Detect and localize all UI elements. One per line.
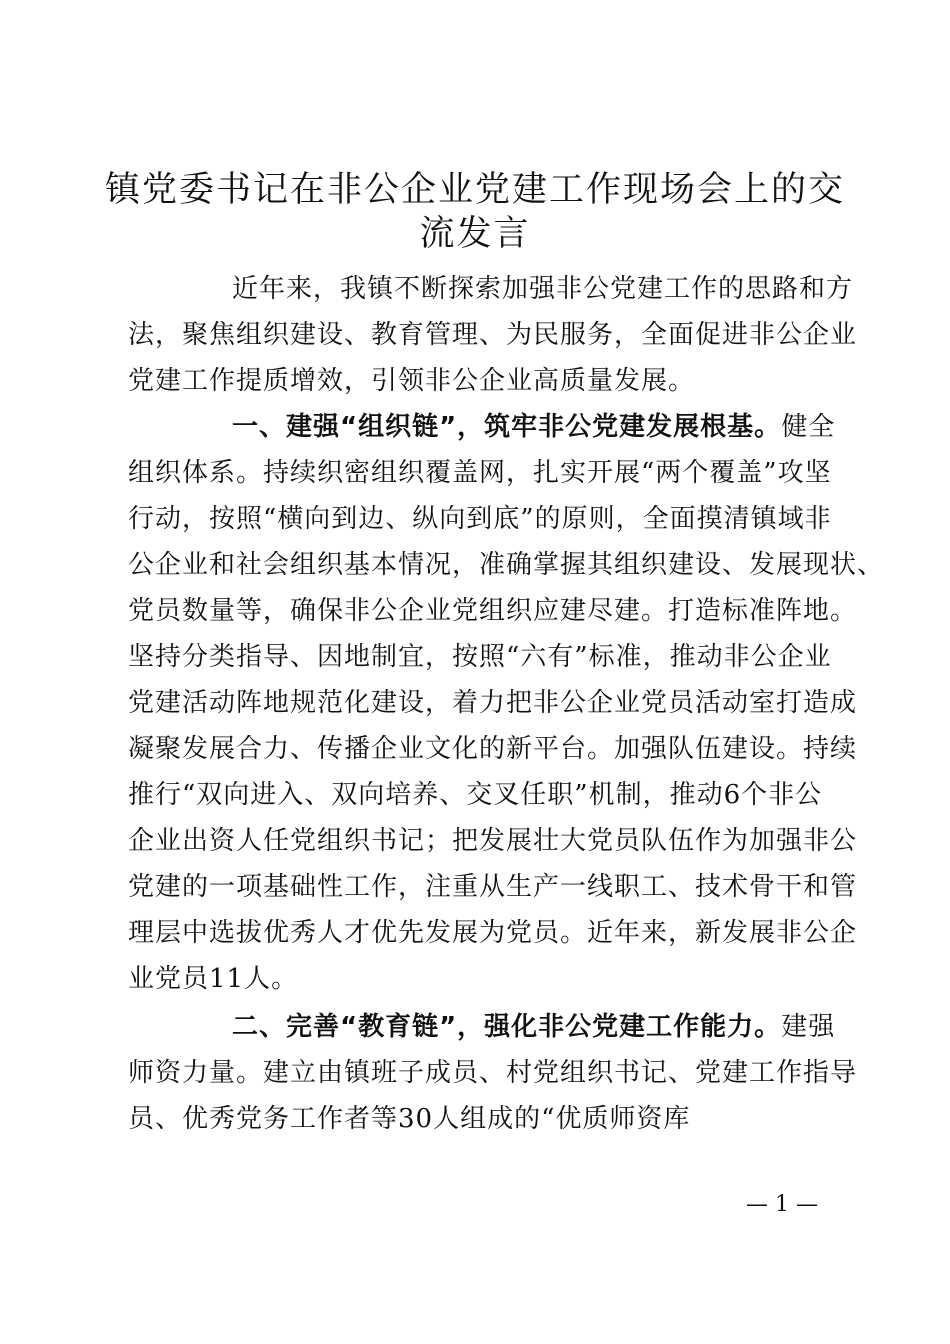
section1-first-line: [232, 404, 836, 450]
section1-line-9: 企业出资人任党组织书记；把发展壮大党员队伍作为加强非公: [128, 826, 858, 856]
section2-heading-tail: 建强: [781, 1012, 836, 1042]
section1-line-10: 党建的一项基础性工作，注重从生产一线职工、技术骨干和管: [128, 872, 858, 902]
section2-line-1: 师资力量。建立由镇班子成员、村党组织书记、党建工作指导: [128, 1058, 858, 1088]
intro-line-1: 近年来，我镇不断探索加强非公党建工作的思路和方: [232, 274, 854, 304]
section2-heading: 二、完善“教育链”，强化非公党建工作能力。: [232, 1012, 782, 1042]
section1-heading: 一、建强“组织链”，筑牢非公党建发展根基。: [232, 412, 782, 442]
section1-line-7: 凝聚发展合力、传播企业文化的新平台。加强队伍建设。持续: [128, 734, 858, 764]
section1-heading-tail: 健全: [781, 412, 836, 442]
section1-line-2: 行动，按照“横向到边、纵向到底”的原则，全面摸清镇域非: [128, 504, 832, 534]
section1-line-12: 业党员11人。: [128, 964, 299, 994]
section1-line-11: 理层中选拔优秀人才优先发展为党员。近年来，新发展非公企: [128, 918, 858, 948]
intro-line-3: 党建工作提质增效，引领非公企业高质量发展。: [128, 366, 696, 396]
page-number: — 1 —: [746, 1192, 818, 1217]
section1-line-4: 党员数量等，确保非公企业党组织应建尽建。打造标准阵地。: [128, 596, 858, 626]
section1-line-8: 推行“双向进入、双向培养、交叉任职”机制，推动6个非公: [128, 780, 823, 810]
section1-line-5: 坚持分类指导、因地制宜，按照“六有”标准，推动非公企业: [128, 642, 832, 672]
document-title-line-2: 流发言: [419, 214, 531, 254]
section1-line-6: 党建活动阵地规范化建设，着力把非公企业党员活动室打造成: [128, 688, 858, 718]
section1-line-3: 公企业和社会组织基本情况，准确掌握其组织建设、发展现状、: [128, 550, 885, 580]
section2-first-line: [232, 1004, 836, 1050]
document-title-line-1: 镇党委书记在非公企业党建工作现场会上的交: [104, 170, 845, 210]
section1-line-1: 组织体系。持续织密组织覆盖网，扎实开展“两个覆盖”攻坚: [128, 458, 832, 488]
intro-line-2: 法，聚焦组织建设、教育管理、为民服务，全面促进非公企业: [128, 320, 858, 350]
section2-line-2: 员、优秀党务工作者等30人组成的“优质师资库: [128, 1104, 691, 1134]
